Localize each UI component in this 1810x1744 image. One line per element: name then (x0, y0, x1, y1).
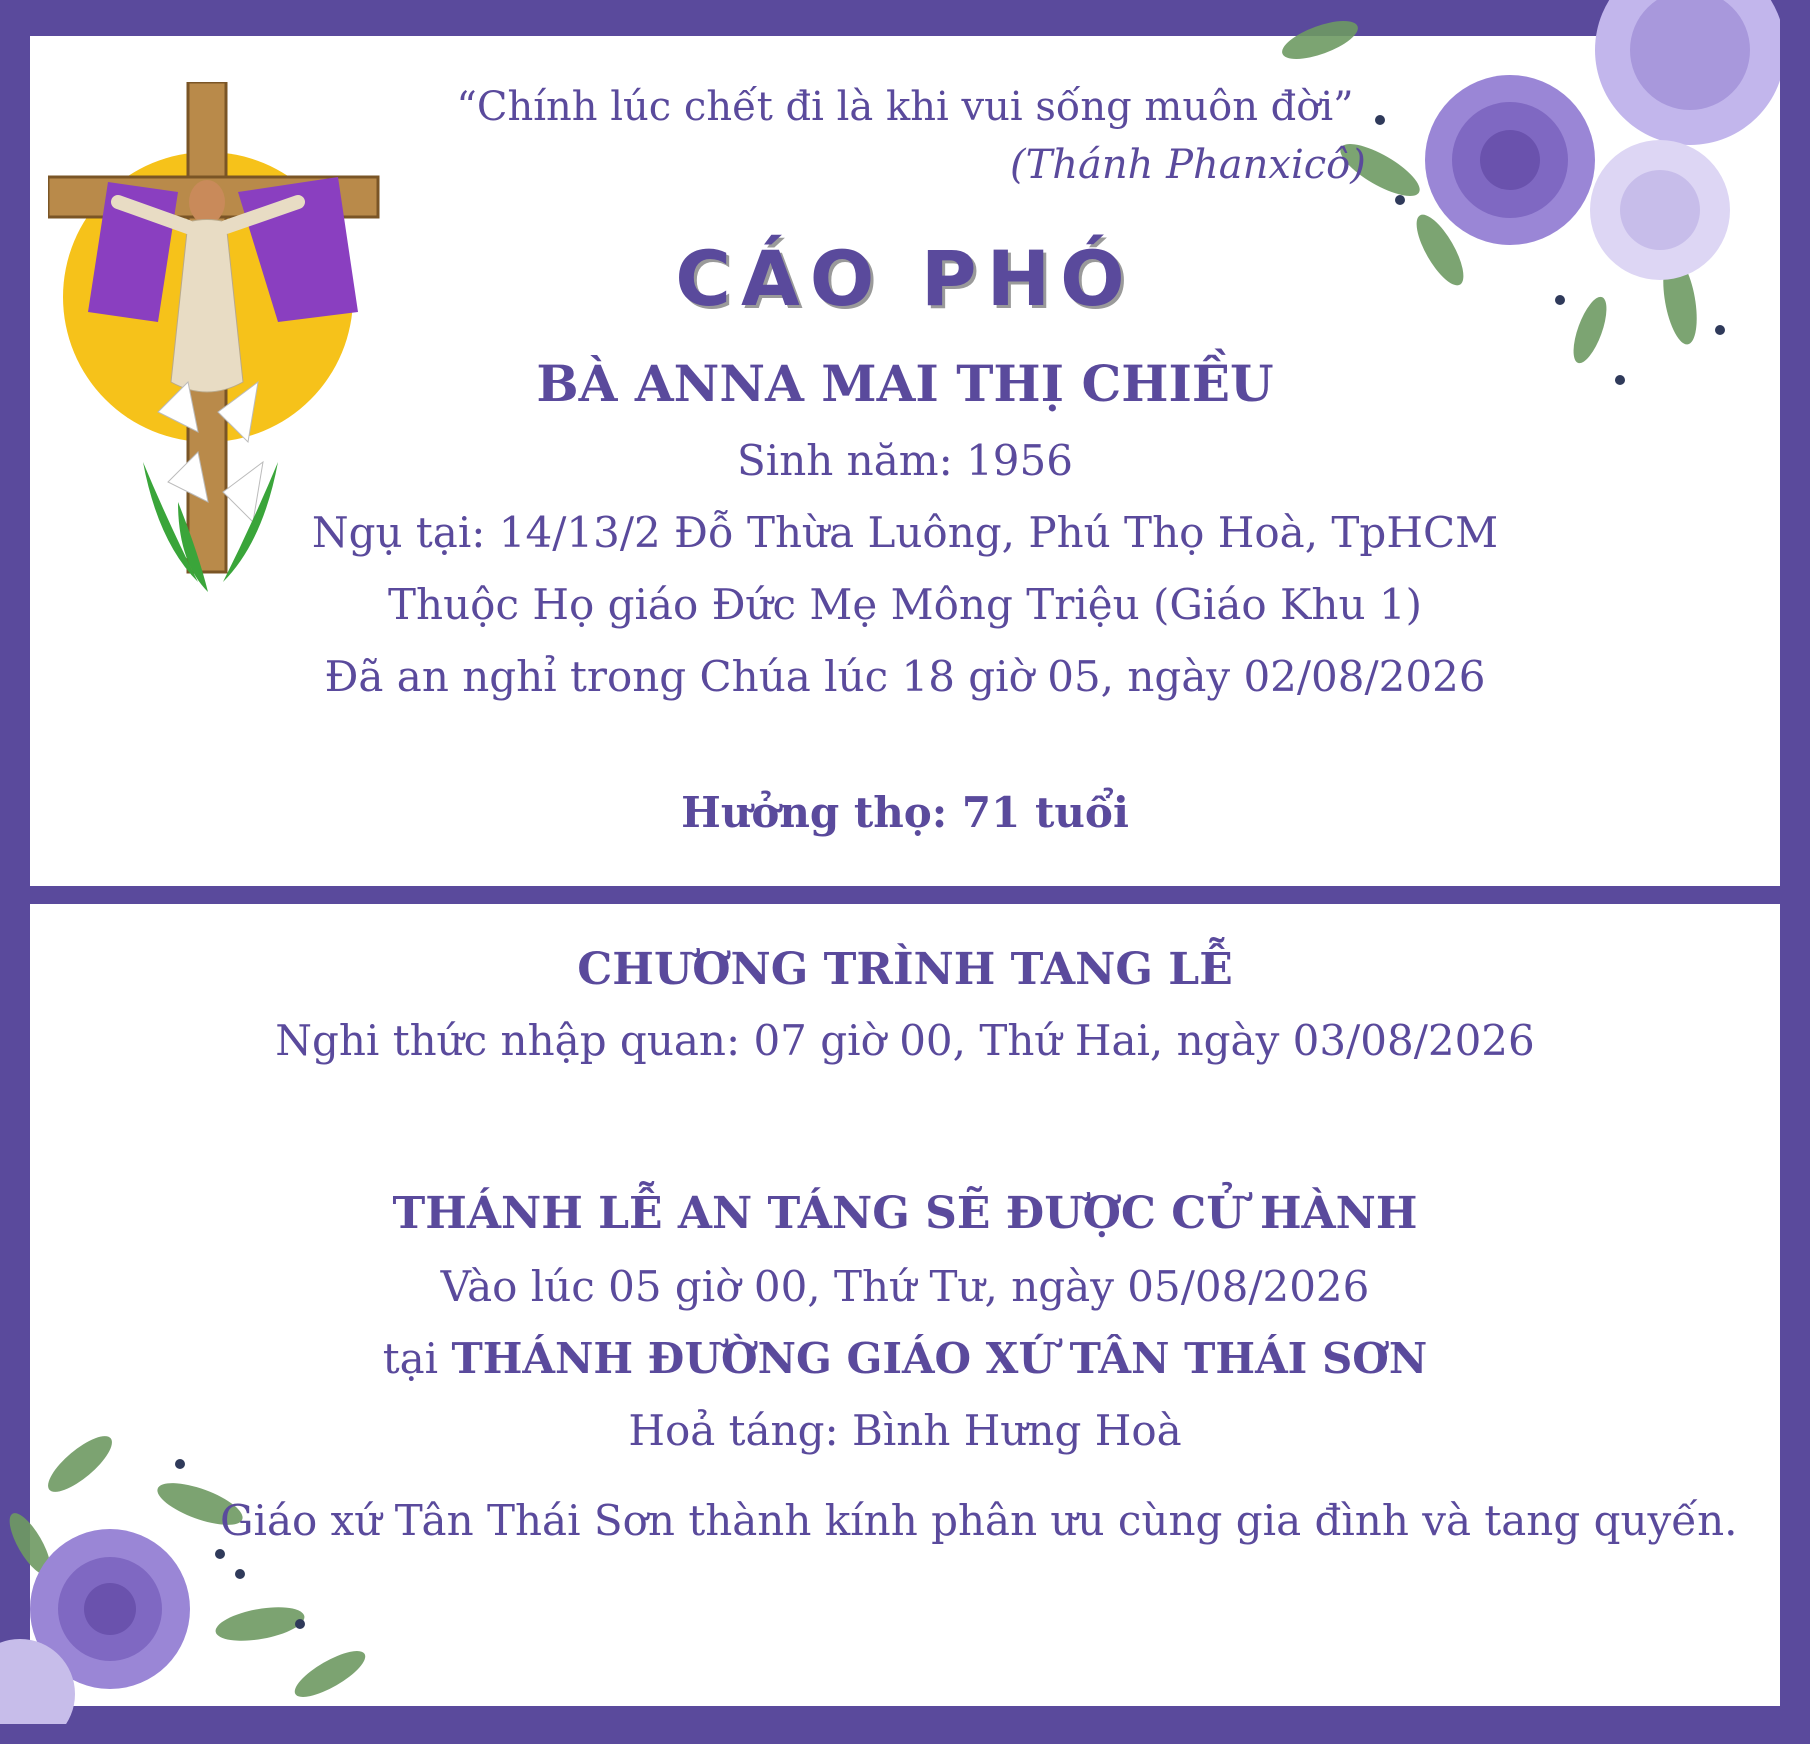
birth-year: Sinh năm: 1956 (737, 436, 1073, 485)
mass-location (30, 1334, 1780, 1383)
passing-time: Đã an nghỉ trong Chúa lúc 18 giờ 05, ngày 02/08/2026 (324, 652, 1486, 701)
address: Ngụ tại: 14/13/2 Đỗ Thừa Luông, Phú Thọ Hoà, TpHCM (311, 508, 1499, 557)
cremation: Hoả táng: Bình Hưng Hoà (628, 1406, 1182, 1455)
program-title: CHƯƠNG TRÌNH TANG LỄ (577, 944, 1233, 995)
top-panel (30, 36, 1780, 886)
parish-group: Thuộc Họ giáo Đức Mẹ Mông Triệu (Giáo Khu 1) (388, 580, 1422, 629)
rose-bouquet-icon (0, 1424, 420, 1724)
bottom-panel (30, 904, 1780, 1706)
mass-title: THÁNH LỄ AN TÁNG SẼ ĐƯỢC CỬ HÀNH (392, 1188, 1418, 1239)
age: Hưởng thọ: 71 tuổi (681, 788, 1129, 837)
quote: “Chính lúc chết đi là khi vui sống muôn đời” (456, 84, 1354, 130)
page-title: CÁO PHÓ (675, 234, 1135, 323)
location-prefix: tại (382, 1334, 439, 1383)
condolence-message: Giáo xứ Tân Thái Sơn thành kính phân ưu cùng gia đình và tang quyến. (220, 1496, 1738, 1545)
mass-time: Vào lúc 05 giờ 00, Thứ Tư, ngày 05/08/2026 (440, 1262, 1370, 1311)
deceased-name: BÀ ANNA MAI THỊ CHIỀU (536, 354, 1274, 413)
quote-attribution: (Thánh Phanxicô) (1010, 142, 1366, 188)
church-name: THÁNH ĐƯỜNG GIÁO XỨ TÂN THÁI SƠN (451, 1334, 1428, 1383)
coffin-ceremony: Nghi thức nhập quan: 07 giờ 00, Thứ Hai, ngày 03/08/2026 (275, 1016, 1535, 1065)
